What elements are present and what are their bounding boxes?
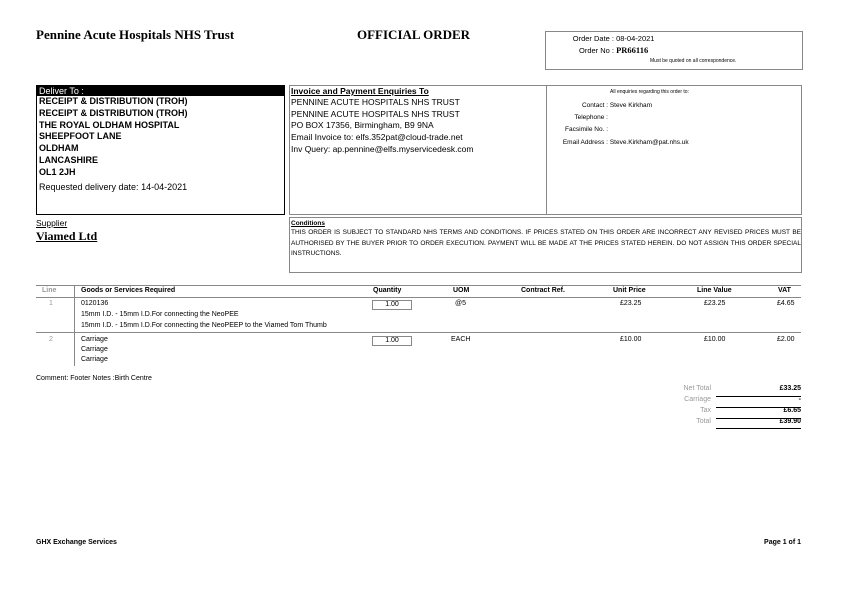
contact-row <box>548 102 652 109</box>
fax-label: Facsimile No. : <box>565 126 608 133</box>
header-uom: UOM <box>453 287 470 294</box>
table-row <box>36 334 801 368</box>
deliver-line: LANCASHIRE <box>39 154 99 165</box>
header-contract: Contract Ref. <box>521 287 565 294</box>
table-row <box>36 298 801 334</box>
row-goods: 15mm I.D. - 15mm I.D.For connecting the NeoPEEP to the Viamed Tom Thumb <box>81 322 327 329</box>
carriage-label: Carriage <box>684 396 711 403</box>
comment: Comment: Footer Notes :Birth Centre <box>36 375 152 382</box>
email-row <box>548 139 689 146</box>
tax-row <box>640 407 801 418</box>
row-goods: Carriage <box>81 346 108 353</box>
header-line: Line <box>42 287 57 294</box>
telephone-row <box>548 114 608 121</box>
enquiries-heading: Invoice and Payment Enquiries To <box>291 86 429 96</box>
supplier-section <box>36 218 97 244</box>
header-goods: Goods or Services Required <box>81 287 176 294</box>
net-total-row <box>640 385 801 396</box>
supplier-heading: Supplier <box>36 218 68 228</box>
order-date-label: Order Date : <box>572 34 614 43</box>
row-quantity: 1.00 <box>372 336 412 346</box>
deliver-line: OL1 2JH <box>39 166 76 177</box>
grand-total-value: £39.90 <box>779 418 801 425</box>
conditions-text: THIS ORDER IS SUBJECT TO STANDARD NHS TERMS AND CONDITIONS. IF PRICES STATED ON THIS ORDER ARE INCORRECT ANY REVISED PRICES MUST BE AUTHORISED BY THE BUYER PRIOR TO ORDER EXECUTION. PAYMENT WILL BE MADE AT THE PRICES STATED HEREIN. DO NOT ASSIGN THIS ORDER SPECIAL INSTRUCTIONS. <box>291 229 801 257</box>
order-date-value: 08-04-2021 <box>616 34 655 43</box>
deliver-to-heading: Deliver To : <box>37 86 284 96</box>
fax-row <box>548 126 608 133</box>
order-note: Must be quoted on all correspondence. <box>650 58 737 64</box>
deliver-line: RECEIPT & DISTRIBUTION (TROH) <box>39 107 188 118</box>
enquiries-line: PO BOX 17356, Birmingham, B9 9NA <box>291 120 434 131</box>
grand-total-row <box>640 418 801 429</box>
order-info-box <box>545 31 803 70</box>
order-no-row <box>546 45 648 55</box>
totals-box <box>640 385 801 429</box>
order-no-label: Order No : <box>578 46 614 55</box>
tax-value: £6.65 <box>783 407 801 414</box>
enquiries-email-invoice[interactable]: Email Invoice to: elfs.352pat@cloud-trade.net <box>291 132 463 143</box>
organisation-name: Pennine Acute Hospitals NHS Trust <box>36 27 235 42</box>
enquiries-box <box>289 85 802 215</box>
email-value[interactable]: Steve.Kirkham@pat.nhs.uk <box>609 139 689 146</box>
tax-label: Tax <box>700 407 711 414</box>
enquiries-line: PENNINE ACUTE HOSPITALS NHS TRUST <box>291 108 460 119</box>
row-uom: EACH <box>451 336 471 343</box>
row-unit-price: £23.25 <box>620 300 642 307</box>
conditions-heading: Conditions <box>291 220 325 227</box>
row-line-value: £23.25 <box>704 300 726 307</box>
row-goods: 15mm I.D. - 15mm I.D.For connecting the NeoPEE <box>81 311 239 318</box>
deliver-to-box <box>36 85 285 215</box>
contact-regarding: All enquiries regarding this order to: <box>610 89 689 95</box>
contact-value: Steve Kirkham <box>609 102 653 109</box>
row-line-number: 2 <box>49 336 53 343</box>
email-label: Email Address : <box>562 139 608 146</box>
contact-label: Contact : <box>581 102 608 109</box>
telephone-label: Telephone : <box>574 114 608 121</box>
deliver-line: RECEIPT & DISTRIBUTION (TROH) <box>39 96 188 106</box>
conditions-box <box>289 217 802 273</box>
row-goods: Carriage <box>81 336 108 343</box>
row-line-number: 1 <box>49 300 53 307</box>
footer-page-number: Page 1 of 1 <box>764 539 801 546</box>
order-no-value: PR66116 <box>616 45 649 55</box>
supplier-name: Viamed Ltd <box>36 229 98 243</box>
enquiries-divider <box>546 86 547 214</box>
enquiries-email-query[interactable]: Inv Query: ap.pennine@elfs.myservicedesk.com <box>291 143 474 154</box>
row-unit-price: £10.00 <box>620 336 642 343</box>
row-divider <box>36 332 801 333</box>
deliver-line: SHEEPFOOT LANE <box>39 131 122 142</box>
net-total-label: Net Total <box>683 385 711 392</box>
invoice-enquiries <box>291 86 545 156</box>
row-goods: Carriage <box>81 356 108 363</box>
carriage-row <box>640 396 801 407</box>
table-header <box>36 285 801 298</box>
row-goods: 0120136 <box>81 300 109 307</box>
enquiries-line: PENNINE ACUTE HOSPITALS NHS TRUST <box>291 97 460 107</box>
requested-delivery-date: Requested delivery date: 14-04-2021 <box>39 181 188 192</box>
row-uom: @5 <box>455 300 466 307</box>
order-lines-table <box>36 285 801 368</box>
row-vat: £2.00 <box>777 336 795 343</box>
order-date-row <box>546 34 654 43</box>
footer-left: GHX Exchange Services <box>36 539 117 546</box>
row-line-value: £10.00 <box>704 336 726 343</box>
header-line-value: Line Value <box>697 287 732 294</box>
deliver-line: THE ROYAL OLDHAM HOSPITAL <box>39 119 180 130</box>
deliver-line: OLDHAM <box>39 143 79 154</box>
carriage-value: - <box>798 396 801 403</box>
header-unit-price: Unit Price <box>613 287 646 294</box>
header-vat: VAT <box>778 287 791 294</box>
header-quantity: Quantity <box>373 287 402 294</box>
row-vat: £4.65 <box>777 300 795 307</box>
row-quantity: 1.00 <box>372 300 412 310</box>
grand-total-label: Total <box>696 418 711 425</box>
document-title: OFFICIAL ORDER <box>357 27 471 42</box>
net-total-value: £33.25 <box>779 385 801 392</box>
totals-rule <box>716 428 801 429</box>
